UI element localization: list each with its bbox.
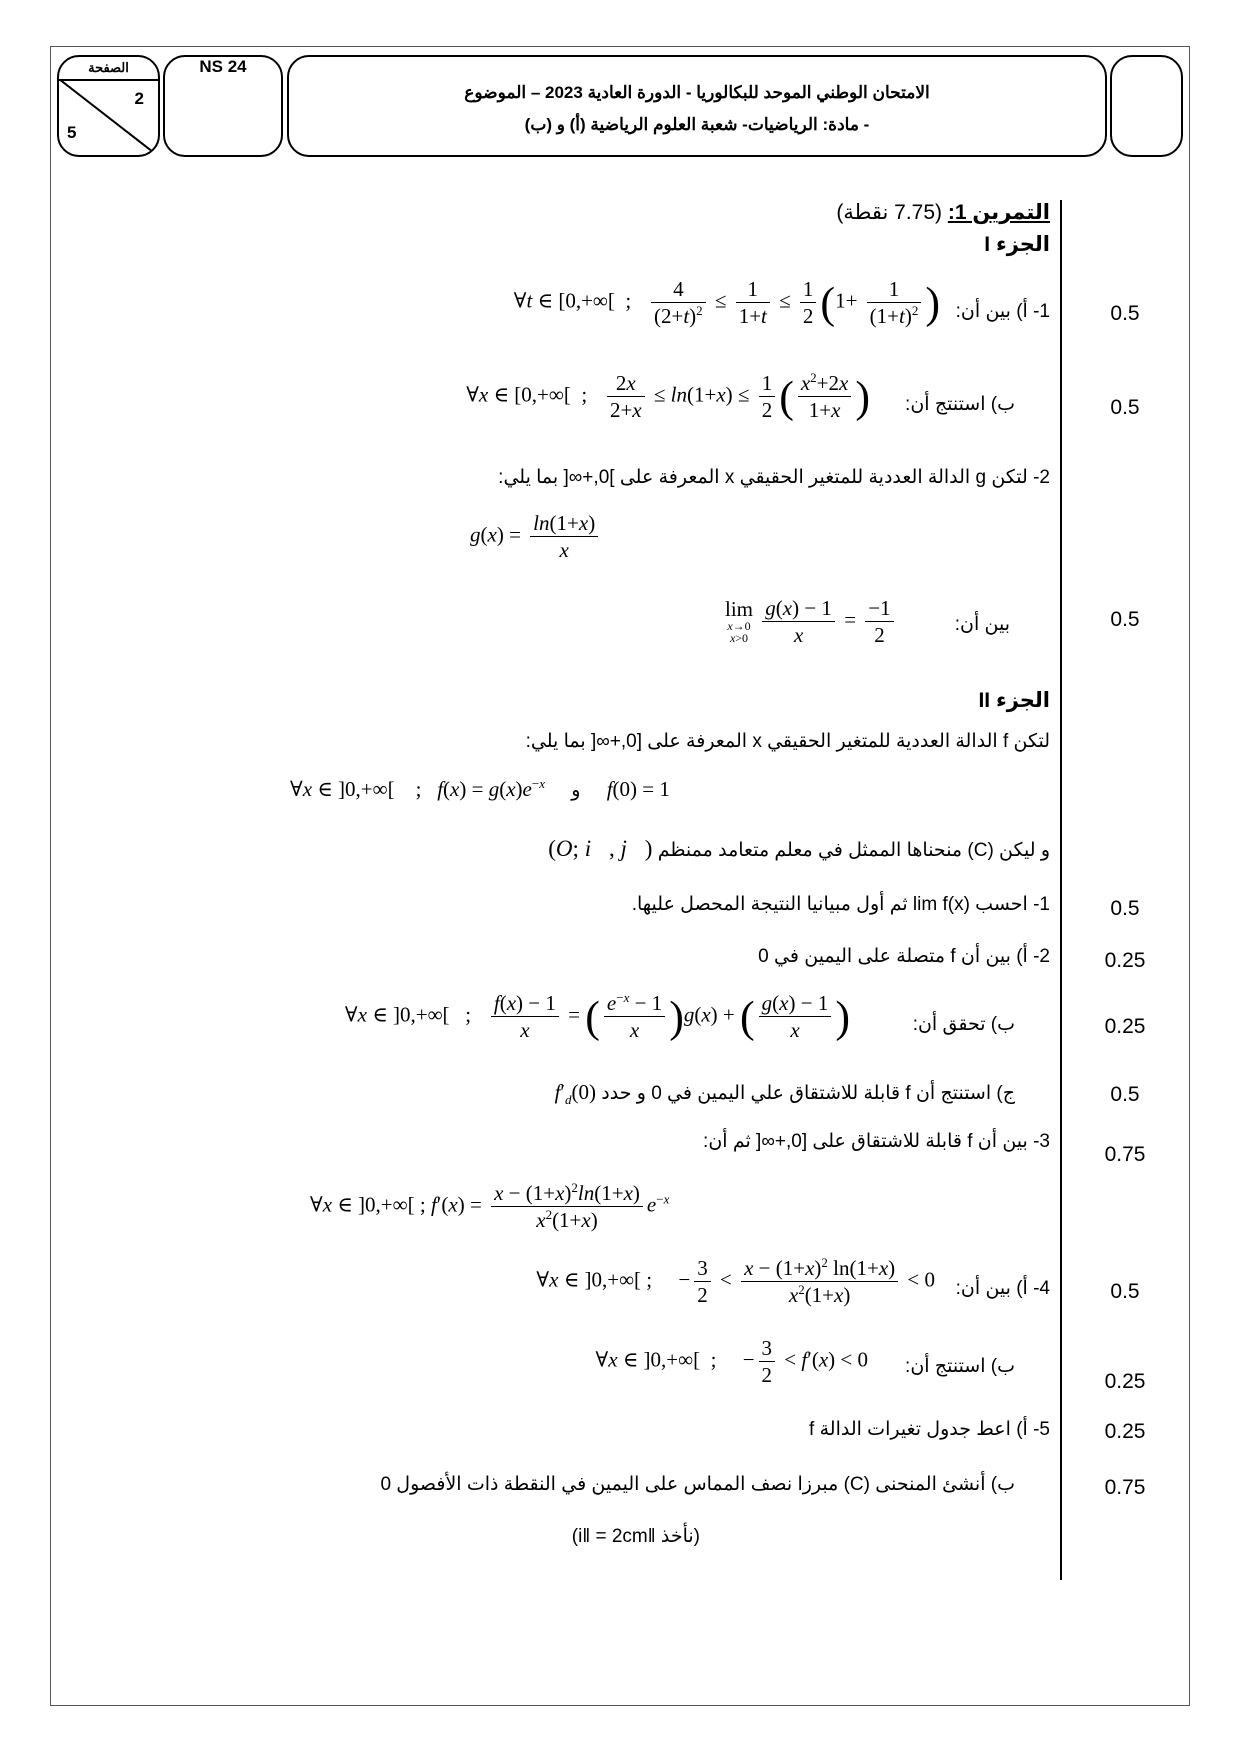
exam-title-line2: - مادة: الرياضيات- شعبة العلوم الرياضية (أ) و (ب) [524,115,870,134]
page-current: 2 [134,89,144,108]
p2-q5a: 5- أ) اعط جدول تغيرات الدالة f [809,1419,1050,1440]
page-label: الصفحة [59,57,158,81]
points-q2: 0.5 [1110,608,1140,631]
derivative-formula: ∀x ∈ ]0,+∞[ ; f′(x) = $\frac{x - (1+x)^2\ln(1+x)}{x^2(1+x)}$ $e^{-x}$ [310,1180,670,1233]
q2-limit: lim x→0 x>0 $\frac{g(x) - 1}{x}$ = $\frac{-1}{2}$ [725,595,898,649]
curve-definition: و ليكن (C) منحناها الممثل في معلم متعامد ممنظم (O; i⃗, j⃗) [548,836,1050,861]
p2-q1: 1- احسب lim f(x) ثم أول مبيانيا النتيجة المحصل عليها. [631,894,1050,915]
p2-q2c-text: ج) استنتج أن f قابلة للاشتقاق علي اليمين في 0 و حدد [601,1083,1015,1104]
points-p2-q4b: 0.25 [1104,1370,1146,1393]
points-divider [1060,200,1062,1580]
points-p2-q2c: 0.5 [1110,1083,1140,1106]
q1a-label: 1- أ) بين أن: [955,301,1050,322]
p2-q5b: ب) أنشئ المنحنى (C) مبرزا نصف المماس على اليمين في النقطة ذات الأفصول 0 [380,1474,1015,1495]
points-p2-q2b: 0.25 [1104,1015,1146,1038]
p2-q4b-label: ب) استنتج أن: [905,1356,1015,1377]
p2-q4a-formula: ∀x ∈ ]0,+∞[ ; − $\frac{3}{2}$ < $\frac{x - (1+x)^2 \ln(1+x)}{x^2(1+x)}$ < 0 [536,1255,935,1308]
page-number-box [57,55,160,157]
points-p2-q3: 0.75 [1104,1143,1146,1166]
p2-q2a: 2- أ) بين أن f متصلة على اليمين في 0 [758,946,1050,967]
points-p2-q1: 0.5 [1110,897,1140,920]
exercise-title: التمرين 1: [947,201,1050,224]
f-definition-text: لتكن f الدالة العددية للمتغير الحقيقي x المعرفة على [0,+∞[ بما يلي: [525,731,1050,752]
q1b-label: ب) استنتج أن: [905,394,1015,415]
p2-q4a-label: 4- أ) بين أن: [955,1278,1050,1299]
g-definition: g(x) = $\frac{\ln(1+x)}{x}$ [470,510,602,564]
p2-q4b-formula: ∀x ∈ ]0,+∞[ ; − $\frac{3}{2}$ < f′(x) < 0 [595,1336,868,1388]
diagonal-divider [59,79,160,157]
q2-show-label: بين أن: [954,614,1010,635]
p2-q2b-label: ب) تحقق أن: [912,1014,1015,1035]
points-p2-q4a: 0.5 [1110,1280,1140,1303]
q1a-formula: ∀t ∈ [0,+∞[ ; $\frac{4}{(2+t)^2}$ ≤ $\frac{1}{1+t}$ ≤ $\frac{1}{2}$ (1+ $\frac{1}{(1+t)^2}$ ) [513,277,940,329]
p2-q3: 3- بين أن f قابلة للاشتقاق على [0,+∞[ ثم أن: [703,1131,1050,1152]
points-q1a: 0.5 [1110,302,1140,325]
p2-q2b-formula: ∀x ∈ ]0,+∞[ ; $\frac{f(x) - 1}{x}$ = ( $\frac{e^{-x} - 1}{x}$ )g(x) + ( $\frac{g(x) - 1}{x}$ ) [344,990,850,1043]
part-1-title: الجزء I [984,233,1050,256]
and-word: و [571,780,581,801]
curve-definition-text: و ليكن (C) منحناها الممثل في معلم متعامد ممنظم [657,840,1050,861]
q1b-formula: ∀x ∈ [0,+∞[ ; $\frac{2x}{2+x}$ ≤ ln(1+x) ≤ $\frac{1}{2}$ ( $\frac{x^2+2x}{1+x}$ ) [466,370,870,423]
f-definition: ∀x ∈ ]0,+∞[ ; $f(x) = g(x)e^{-x}$ و f(0) = 1 [290,776,670,801]
q2-definition: 2- لتكن g الدالة العددية للمتغير الحقيقي x المعرفة على ]0,+∞[ بما يلي: [498,467,1050,488]
exam-title-box [287,55,1107,157]
p2-q5b-note: (نأخذ ‖i‖ = 2cm) [571,1526,700,1547]
exercise-points: (7.75 نقطة) [836,201,943,224]
points-q1b: 0.5 [1110,396,1140,419]
points-p2-q5b: 0.75 [1104,1476,1146,1499]
p2-q2c: ج) استنتج أن f قابلة للاشتقاق علي اليمين في 0 و حدد $f'_d(0)$ [554,1080,1015,1108]
part-2-title: الجزء II [978,689,1050,712]
page-total: 5 [67,123,77,142]
points-p2-q2a: 0.25 [1104,949,1146,972]
exercise-heading [836,200,1050,225]
points-p2-q5a: 0.25 [1104,1420,1146,1443]
exam-title-line1: الامتحان الوطني الموحد للبكالوريا - الدورة العادية 2023 – الموضوع [464,83,930,102]
exam-code: NS 24 [163,55,283,157]
logo-box [1110,55,1183,157]
